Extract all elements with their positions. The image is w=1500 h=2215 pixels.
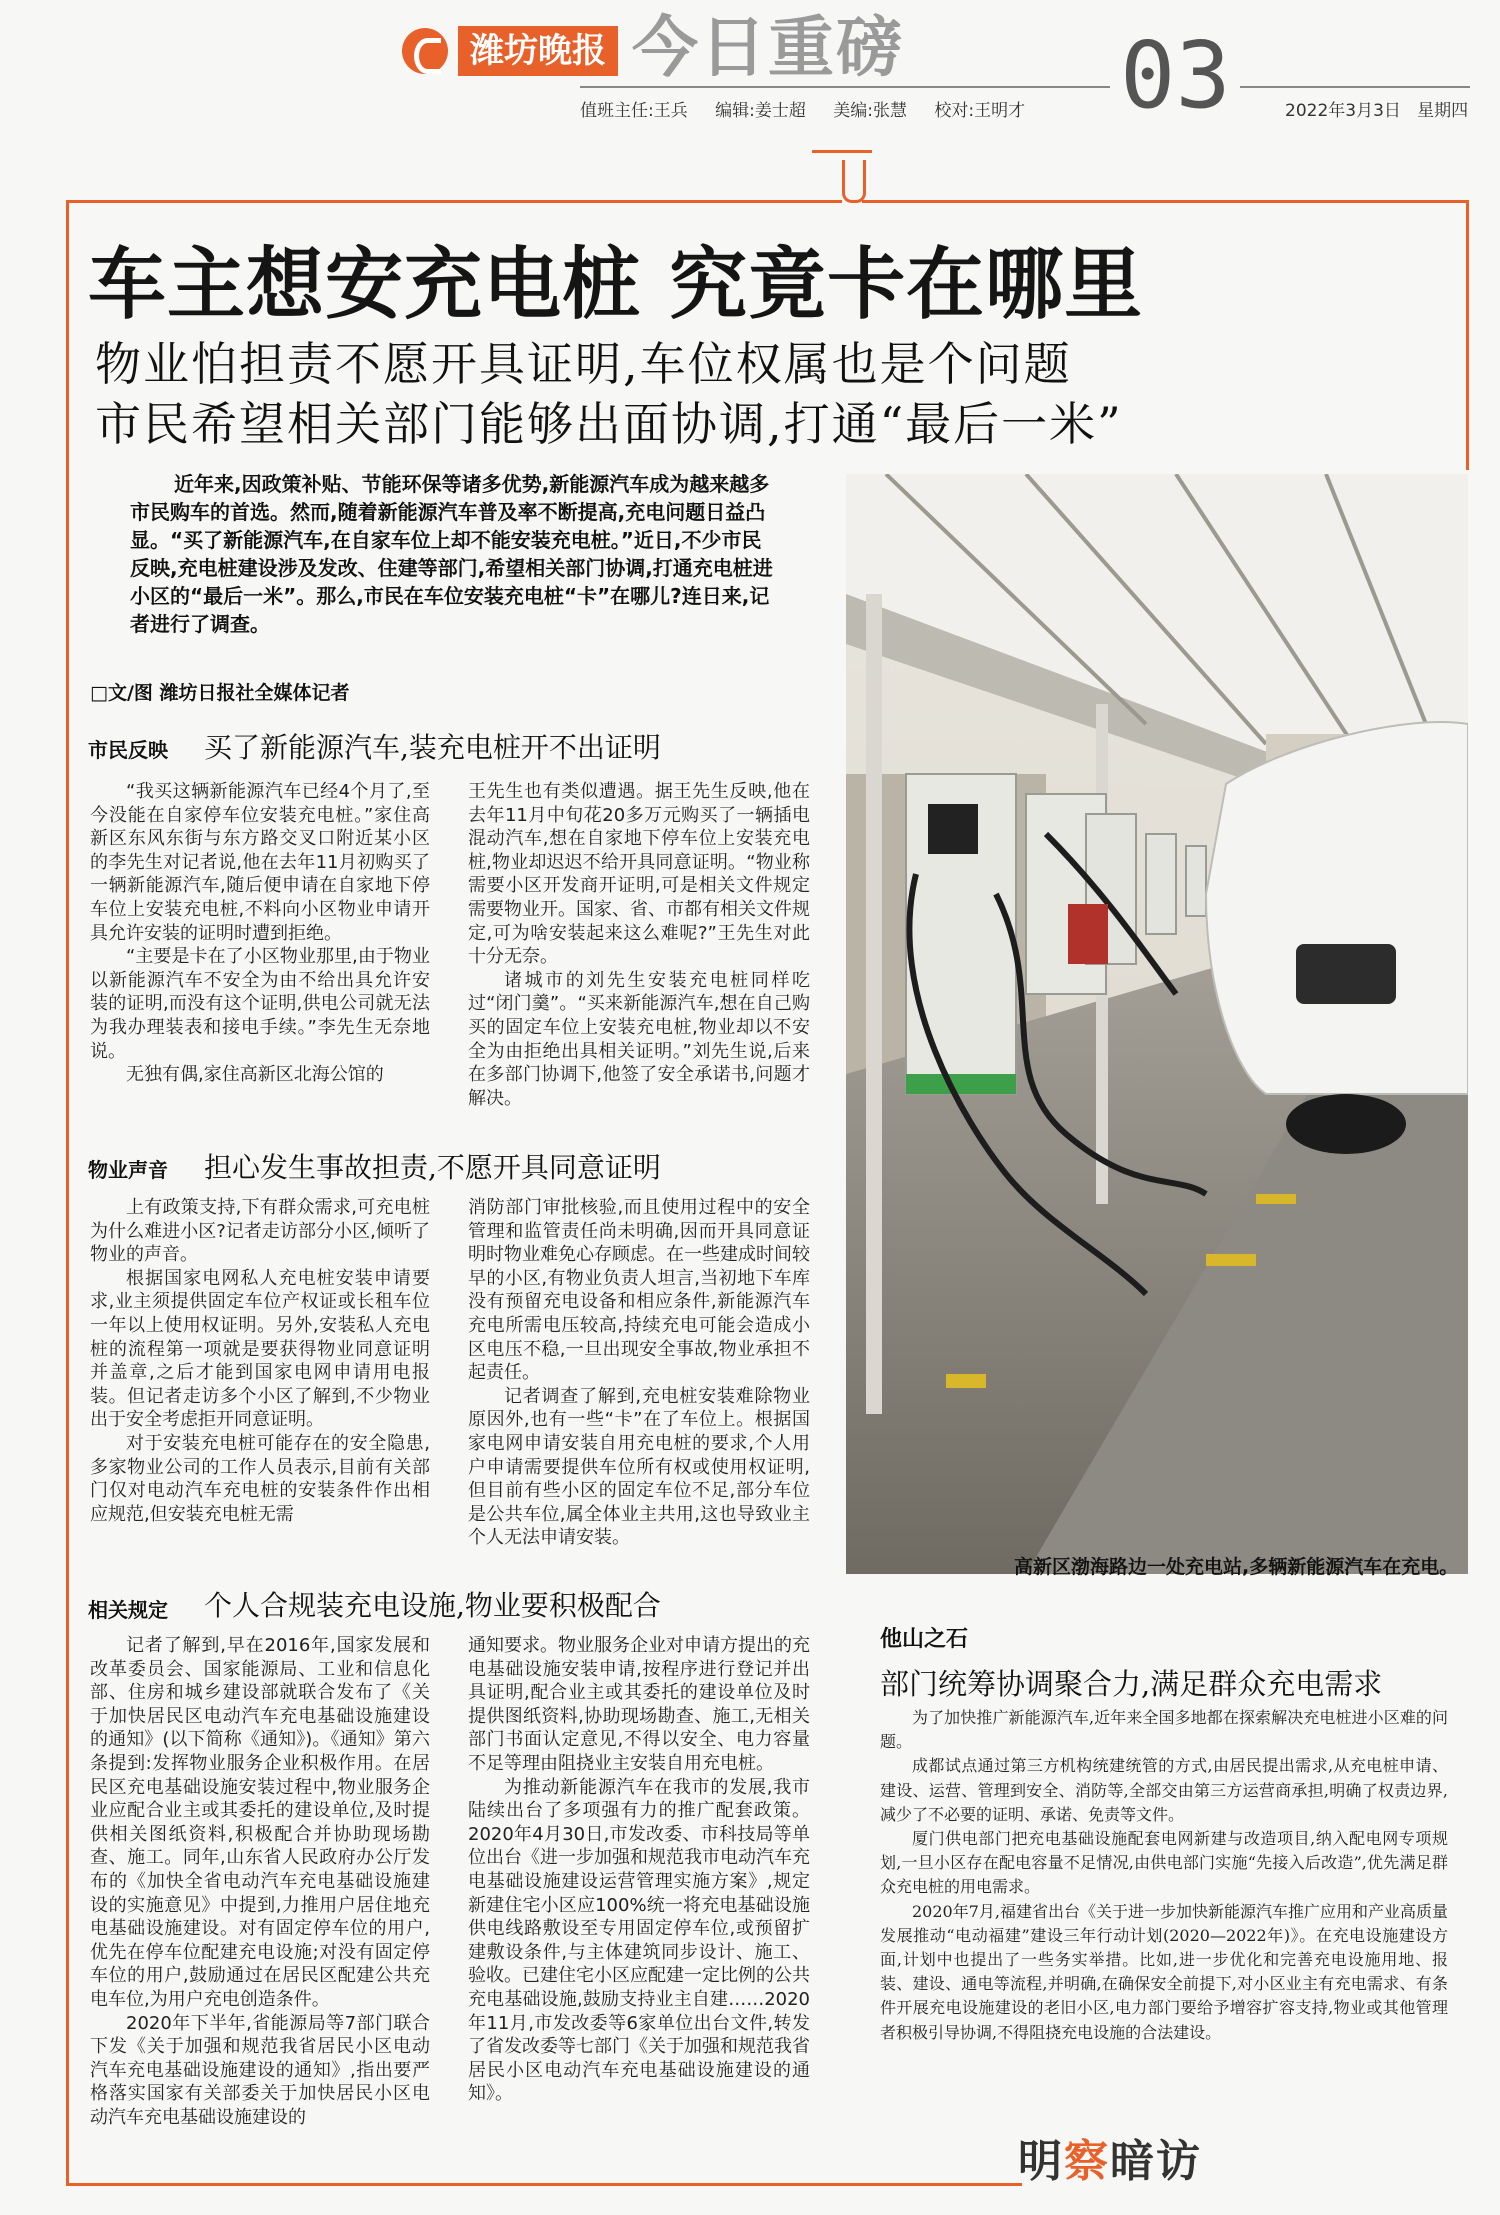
section-tag: 相关规定 — [88, 1598, 168, 1622]
photo-caption: 高新区渤海路边一处充电站,多辆新能源汽车在充电。 — [1014, 1556, 1459, 1578]
editorial-credits — [580, 96, 1047, 121]
frame-border — [66, 200, 842, 203]
sidebar-body — [880, 1706, 1448, 2045]
paragraph: “我买这辆新能源汽车已经4个月了,至今没能在自家停车位安装充电桩。”家住高新区东风东街与东方路交叉口附近某小区的李先生对记者说,他在去年11月初购买了一辆新能源汽车,随后便申请在自家地下停车位上安装充电桩,不料向小区物业申请开具允许安装的证明时遭到拒绝。 — [90, 781, 430, 944]
column-logo-highlight: 察 — [1064, 2136, 1110, 2187]
sidebar-title: 部门统筹协调聚合力,满足群众充电需求 — [880, 1667, 1383, 1701]
article-lead: 近年来,因政策补贴、节能环保等诸多优势,新能源汽车成为越来越多市民购车的首选。然而,随着新能源汽车普及率不断提高,充电问题日益凸显。“买了新能源汽车,在自家车位上却不能安装充电桩。”近日,不少市民反映,充电桩建设涉及发改、住建等部门,希望相关部门协调,打通充电桩进小区的“最后一米”。那么,市民在车位安装充电桩“卡”在哪儿?连日来,记者进行了调查。 — [130, 472, 773, 636]
paragraph: 为了加快推广新能源汽车,近年来全国多地都在探索解决充电桩进小区难的问题。 — [880, 1708, 1448, 1752]
frame-hook — [842, 160, 866, 203]
paragraph: 消防部门审批核验,而且使用过程中的安全管理和监管责任尚未明确,因而开具同意证明时物业难免心存顾虑。在一些建成时间较早的小区,有物业负责人坦言,当初地下车库没有预留充电设备和相应条件,新能源汽车充电所需电压较高,持续充电可能会造成小区电压不稳,一旦出现安全事故,物业承担不起责任。 — [468, 1197, 810, 1384]
article-column — [90, 1634, 430, 2129]
paragraph: 2020年7月,福建省出台《关于进一步加快新能源汽车推广应用和产业高质量发展推动“电动福建”建设三年行动计划(2020—2022年)》。在充电设施建设方面,计划中也提出了一些务实举措。比如,进一步优化和完善充电设施用地、报装、建设、通电等流程,并明确,在确保安全前提下,对小区业主有充电需求、有条件开展充电设施建设的老旧小区,电力部门要给予增容扩容支持,物业或其他管理者积极引导协调,不得阻挠充电设施的合法建设。 — [880, 1901, 1448, 2042]
article-column — [90, 780, 430, 1087]
frame-border — [66, 200, 69, 2185]
article-headline: 车主想安充电桩 究竟卡在哪里 — [88, 240, 1144, 330]
paragraph: 对于安装充电桩可能存在的安全隐患,多家物业公司的工作人员表示,目前有关部门仅对电动汽车充电桩的安装条件作出相应规范,但安装充电桩无需 — [90, 1432, 430, 1525]
article-column — [468, 1196, 810, 1550]
article-column — [90, 1196, 430, 1526]
credit-duty-editor: 值班主任:王兵 — [580, 101, 688, 121]
paragraph: 根据国家电网私人充电桩安装申请要求,业主须提供固定车位产权证或长租车位一年以上使用权证明。另外,安装私人充电桩的流程第一项就是要获得物业同意证明并盖章,之后才能到国家电网申请用电报装。但记者走访多个小区了解到,不少物业出于安全考虑拒开同意证明。 — [90, 1267, 430, 1431]
paragraph: 2020年下半年,省能源局等7部门联合下发《关于加强和规范我省居民小区电动汽车充电基础设施建设的通知》,指出要严格落实国家有关部委关于加快居民小区电动汽车充电基础设施建设的 — [90, 2012, 430, 2128]
paragraph: 王先生也有类似遭遇。据王先生反映,他在去年11月中旬花20多万元购买了一辆插电混动汽车,想在自家地下停车位上安装充电桩,物业却迟迟不给开具同意证明。“物业称需要小区开发商开证明,可是相关文件规定需要物业开。国家、省、市都有相关文件规定,可为啥安装起来这么难呢?”王先生对此十分无奈。 — [468, 781, 810, 968]
issue-date: 2022年3月3日 — [1285, 101, 1401, 121]
paragraph: 上有政策支持,下有群众需求,可充电桩为什么难进小区?记者走访部分小区,倾听了物业的声音。 — [90, 1197, 430, 1266]
paragraph: 记者了解到,早在2016年,国家发展和改革委员会、国家能源局、工业和信息化部、住房和城乡建设部就联合发布了《关于加快居民区电动汽车充电基础设施建设的通知》(以下简称《通知》)。《通知》第六条提到:发挥物业服务企业积极作用。在居民区充电基础设施安装过程中,物业服务企业应配合业主或其委托的建设单位,及时提供相关图纸资料,积极配合并协助现场勘查、施工。同年,山东省人民政府办公厅发布的《加快全省电动汽车充电基础设施建设的实施意见》中提到,力推用户居住地充电基础设施建设。对有固定停车位的用户,优先在停车位配建充电设施;对没有固定停车位的用户,鼓励通过在居民区配建公共充电车位,为用户充电创造条件。 — [90, 1635, 430, 2010]
credit-designer: 美编:张慧 — [833, 101, 908, 121]
section-tag: 物业声音 — [88, 1158, 168, 1182]
credit-editor: 编辑:姜士超 — [715, 101, 806, 121]
page-number: 03 — [1120, 22, 1231, 129]
byline: □文/图 潍坊日报社全媒体记者 — [90, 682, 350, 704]
column-logo-part: 暗访 — [1110, 2136, 1202, 2187]
section-title: 买了新能源汽车,装充电桩开不出证明 — [204, 731, 661, 764]
charging-station-illustration — [846, 474, 1468, 1574]
paragraph: 通知要求。物业服务企业对申请方提出的充电基础设施安装申请,按程序进行登记并出具证明,配合业主或其委托的建设单位及时提供图纸资料,协助现场勘查、施工,无相关部门书面认定意见,不得以安全、电力容量不足等理由阻挠业主安装自用充电桩。 — [468, 1635, 810, 1774]
issue-weekday: 星期四 — [1417, 101, 1469, 121]
column-logo — [1018, 2125, 1202, 2189]
paragraph: 厦门供电部门把充电基础设施配套电网新建与改造项目,纳入配电网专项规划,一旦小区存在配电容量不足情况,由供电部门实施“先接入后改造”,优先满足群众充电桩的用电需求。 — [880, 1829, 1448, 1897]
article-column — [468, 1634, 810, 2106]
section-title: 今日重磅 — [632, 9, 904, 86]
header-rule — [1240, 86, 1470, 88]
paragraph: 无独有偶,家住高新区北海公馆的 — [126, 1064, 384, 1086]
paper-logo-icon — [402, 28, 448, 74]
paragraph: 记者调查了解到,充电桩安装难除物业原因外,也有一些“卡”在了车位上。根据国家电网申请安装自用充电桩的要求,个人用户申请需要提供车位所有权或使用权证明,但目前有些小区的固定车位不足,部分车位是公共车位,属全体业主共用,这也导致业主个人无法申请安装。 — [468, 1385, 810, 1549]
section-title: 担心发生事故担责,不愿开具同意证明 — [204, 1151, 661, 1184]
dateline — [1285, 96, 1468, 121]
paragraph: 诸城市的刘先生安装充电桩同样吃过“闭门羹”。“买来新能源汽车,想在自己购买的固定车位上安装充电桩,物业却以不安全为由拒绝出具相关证明。”刘先生说,后来在多部门协调下,他签了安全承诺书,问题才解决。 — [468, 969, 810, 1109]
credit-proofreader: 校对:王明才 — [934, 101, 1026, 121]
article-subhead: 物业怕担责不愿开具证明,车位权属也是个问题 — [95, 337, 1072, 391]
sidebar-tag: 他山之石 — [880, 1627, 969, 1652]
section-tag: 市民反映 — [88, 738, 168, 762]
paragraph: 为推动新能源汽车在我市的发展,我市陆续出台了多项强有力的推广配套政策。2020年4月30日,市发改委、市科技局等单位出台《进一步加强和规范我市电动汽车充电基础设施建设运营管理实施方案》,规定新建住宅小区应100%统一将充电基础设施供电线路敷设至专用固定停车位,或预留扩建敷设条件,与主体建筑同步设计、施工、验收。已建住宅小区应配建一定比例的公共充电基础设施,鼓励支持业主自建……2020年11月,市发改委等6家单位出台文件,转发了省发改委等七部门《关于加强和规范我省居民小区电动汽车充电基础设施建设的通知》。 — [468, 1776, 810, 2105]
header-rule — [580, 86, 1110, 88]
article-column — [468, 780, 810, 1110]
paper-name: 潍坊晚报 — [458, 26, 618, 76]
frame-border — [1466, 200, 1469, 470]
frame-border — [66, 2183, 1022, 2186]
charging-station-photo — [846, 474, 1468, 1574]
column-logo-part: 明 — [1018, 2136, 1064, 2187]
article-subhead: 市民希望相关部门能够出面协调,打通“最后一米” — [95, 397, 1123, 451]
section-title: 个人合规装充电设施,物业要积极配合 — [204, 1589, 661, 1622]
paragraph: 成都试点通过第三方机构统建统管的方式,由居民提出需求,从充电桩申请、建设、运营、管理到安全、消防等,全部交由第三方运营商承担,明确了权责边界,减少了不必要的证明、承诺、免责等文件。 — [880, 1756, 1448, 1824]
frame-border — [862, 200, 1468, 203]
paragraph: “主要是卡在了小区物业那里,由于物业以新能源汽车不安全为由不给出具允许安装的证明,而没有这个证明,供电公司就无法为我办理装表和接电手续。”李先生无奈地说。 — [90, 946, 430, 1062]
frame-hook — [812, 150, 872, 153]
